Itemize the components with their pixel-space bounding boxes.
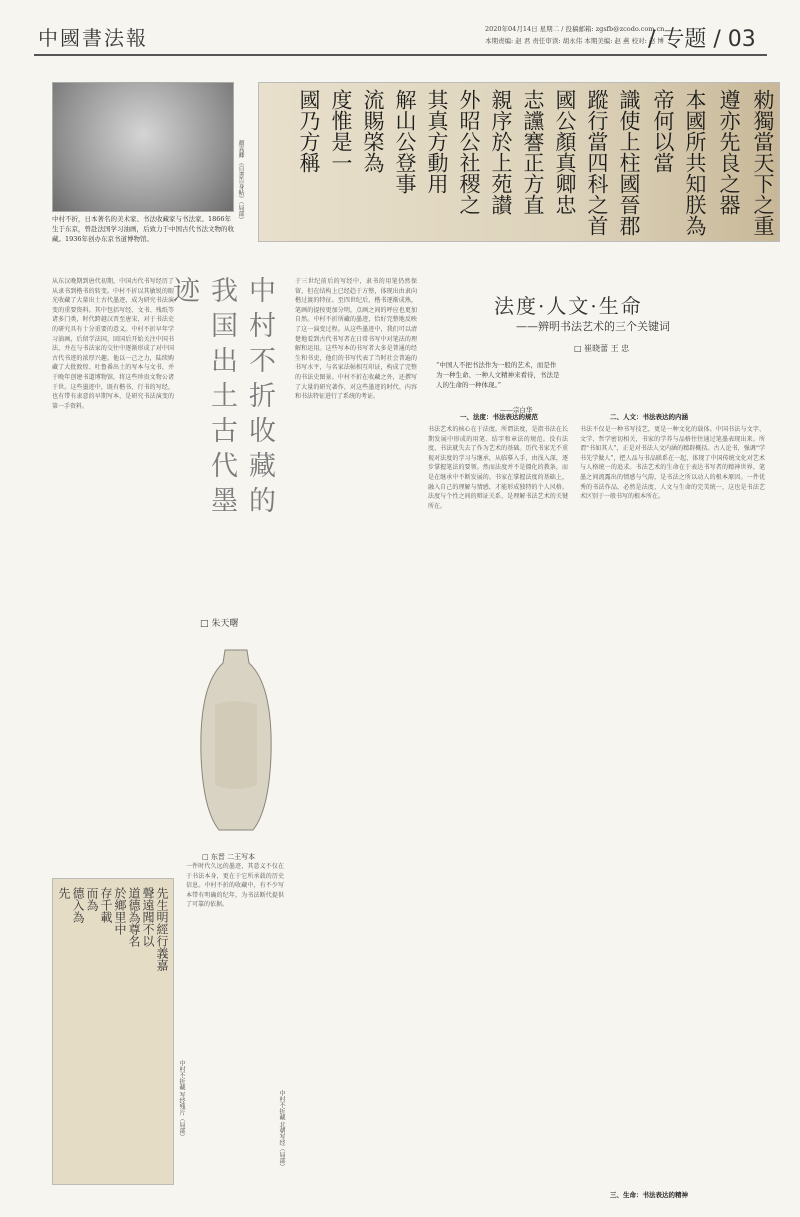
page-header bbox=[0, 0, 800, 62]
feature-title: 中村不折收藏的我国出土古代墨迹 bbox=[168, 276, 275, 521]
manuscript-line: 先 bbox=[57, 887, 71, 899]
header-rule bbox=[34, 54, 767, 56]
portrait-photo bbox=[52, 82, 234, 212]
body-column-3: 于三世纪前后的写经中，隶书的用笔仍然保留，但在结构上已经趋于方整，体现出由隶向楷过渡的特征。至四世纪后，楷书逐渐成熟，笔画的提按更加分明，点画之间的呼应也更加自然。中村不折所藏的墨迹，恰好完整地反映了这一演变过程。从这些墨迹中，我们可以清楚地看到古代书写者在日常书写中对笔法的理解和运用。这些写本的书写者大多是普通的经生和书吏，他们的书写代表了当时社会普遍的书写水平，与名家法帖相互印证，构成了完整的书法史图景。中村不折在收藏之外，还撰写了大量的研究著作，对这些墨迹的时代、内容和书法特征进行了系统的考证。 bbox=[295, 278, 417, 401]
body-column-5: 书法不仅是一种书写技艺，更是一种文化的载体。中国书法与文字、文学、哲学密切相关，书家的学养与品格往往通过笔墨表现出来。所谓“书如其人”，正是对书法人文内涵的精辟概括。古人论书，强调“学书先学做人”，把人品与书品联系在一起，体现了中国传统文化对艺术与人格统一的追求。书法艺术的生命在于表达书写者的精神世界，笔墨之间流露出的情感与气韵，是书法之所以动人的根本原因。一件优秀的书法作品，必然是法度、人文与生命的完美统一，这也是书法艺术区别于一般书写的根本所在。 bbox=[580, 426, 765, 501]
body-column-1: 从东汉晚期到唐代初期，中国古代书写经历了从隶书到楷书的转变。中村不折以其敏锐的眼光收藏了大量出土古代墨迹，成为研究书法演变的重要资料。其中包括写经、文书、残纸等诸多门类，时代跨越汉晋至唐宋，对于书法史的研究具有十分重要的意义。中村不折早年学习油画，后留学法国，回国后开始关注中国书法，并在与书法家的交往中逐渐形成了对中国古代书迹的浓厚兴趣。他以一己之力，陆续购藏了大批敦煌、吐鲁番出土的写本与文书，并于晚年创建书道博物馆，将这些珍贵文物公诸于世。这些墨迹中，既有楷书、行书的写经，也有带有隶意的早期写本，是研究书法演变的第一手资料。 bbox=[52, 278, 174, 410]
calligraphy-line: 勑獨當天下之重 bbox=[751, 89, 775, 236]
section-heading: 三、生命：书法表达的精神 bbox=[610, 1191, 688, 1199]
staff-line: 本期责编: 赵 君 责任审读: 胡永伟 本期美编: 赵 燕 校对: 赵 博 bbox=[485, 37, 664, 45]
vase-caption: □ 东晋 二王写本 bbox=[202, 853, 256, 861]
calligraphy-image bbox=[258, 82, 780, 242]
column-caption: 中村不折藏 北朝写经（局部） bbox=[278, 1090, 285, 1170]
manuscript-caption: 中村不折藏 写经残片（局部） bbox=[178, 1060, 185, 1140]
calligraphy-line: 國公顏真卿忠 bbox=[553, 89, 577, 215]
body-column-4: 书法艺术的核心在于法度。所谓法度，是指书法在长期发展中形成的用笔、结字和章法的规范。没有法度，书法就失去了作为艺术的基础。历代书家无不重视对法度的学习与继承，从临摹入手，由浅入深，逐步掌握笔法的要领。然而法度并不是僵化的教条，而是在继承中不断发展的。书家在掌握法度的基础上，融入自己的理解与情感，才能形成独特的个人风格。法度与个性之间的辩证关系，是理解书法艺术的关键所在。 bbox=[428, 426, 568, 510]
section-heading: 一、法度：书法表达的规范 bbox=[460, 413, 538, 421]
calligraphy-line: 流賜棨為 bbox=[361, 89, 385, 173]
article-subtitle: ——辨明书法艺术的三个关键词 bbox=[516, 320, 670, 333]
feature-title-block bbox=[168, 276, 278, 606]
masthead: 中國書法報 bbox=[38, 26, 148, 50]
calligraphy-line: 國乃方稱 bbox=[297, 89, 321, 173]
calligraphy-line: 蹤行當四科之首 bbox=[585, 89, 609, 236]
body-column-2: 一件时代久远的墨迹，其意义不仅在于书法本身，更在于它所承载的历史信息。中村不折的收藏中，有不少写本带有明确的纪年，为书法断代提供了可靠的依据。 bbox=[186, 863, 284, 909]
article-quote: “中国人不把书法作为一般的艺术，而是作为一种生命、一种人文精神来看待，书法是人的生命的一种体现。” bbox=[436, 361, 560, 389]
manuscript-line: 而為 bbox=[85, 887, 99, 911]
article-author: □ 崔晓蕾 王 忠 bbox=[574, 344, 630, 353]
vase-photo bbox=[195, 645, 277, 835]
manuscript-line: 德入為 bbox=[71, 887, 85, 923]
calligraphy-line: 外昭公社稷之 bbox=[457, 89, 481, 215]
manuscript-line: 於鄉里中 bbox=[113, 887, 127, 935]
quote-source: ——宗白华 bbox=[500, 406, 533, 414]
manuscript-line: 道德為尊名 bbox=[127, 887, 141, 947]
calligraphy-line: 識使上柱國晉郡 bbox=[617, 89, 641, 236]
article-title: 法度·人文·生命 bbox=[494, 294, 643, 318]
calligraphy-line: 解山公登事 bbox=[393, 89, 417, 194]
calligraphy-line: 其真方動用 bbox=[425, 89, 449, 194]
section-heading: 二、人文：书法表达的内涵 bbox=[610, 413, 688, 421]
manuscript-line: 存千載 bbox=[99, 887, 113, 923]
calligraphy-line: 度惟是一 bbox=[329, 89, 353, 173]
date-line: 2020年04月14日 星期二 / 投稿邮箱: zgsfb@zcodo.com.cn bbox=[485, 25, 665, 33]
manuscript-line: 聲遠聞不以 bbox=[141, 887, 155, 947]
calligraphy-line: 遵亦先良之器 bbox=[717, 89, 741, 215]
calligraphy-line: 本國所共知朕為 bbox=[683, 89, 707, 236]
calligraphy-caption: 顏真卿 《自書告身帖》（局部） bbox=[237, 140, 244, 223]
section-title: / 专题 / 03 bbox=[648, 27, 756, 52]
calligraphy-line: 親序於上苑讃 bbox=[489, 89, 513, 215]
feature-author: □ 朱天曙 bbox=[200, 619, 239, 629]
manuscript-line: 先生明經行義嘉 bbox=[155, 887, 169, 971]
calligraphy-line: 志讜謇正方直 bbox=[521, 89, 545, 215]
portrait-caption: 中村不折，日本著名的美术家、书法收藏家与书法家。1866年生于东京，曾赴法国学习油画，后致力于中国古代书法文物的收藏。1936年创办东京书道博物馆。 bbox=[52, 215, 234, 243]
manuscript-image bbox=[52, 878, 174, 1185]
calligraphy-line: 帝何以當 bbox=[651, 89, 675, 173]
